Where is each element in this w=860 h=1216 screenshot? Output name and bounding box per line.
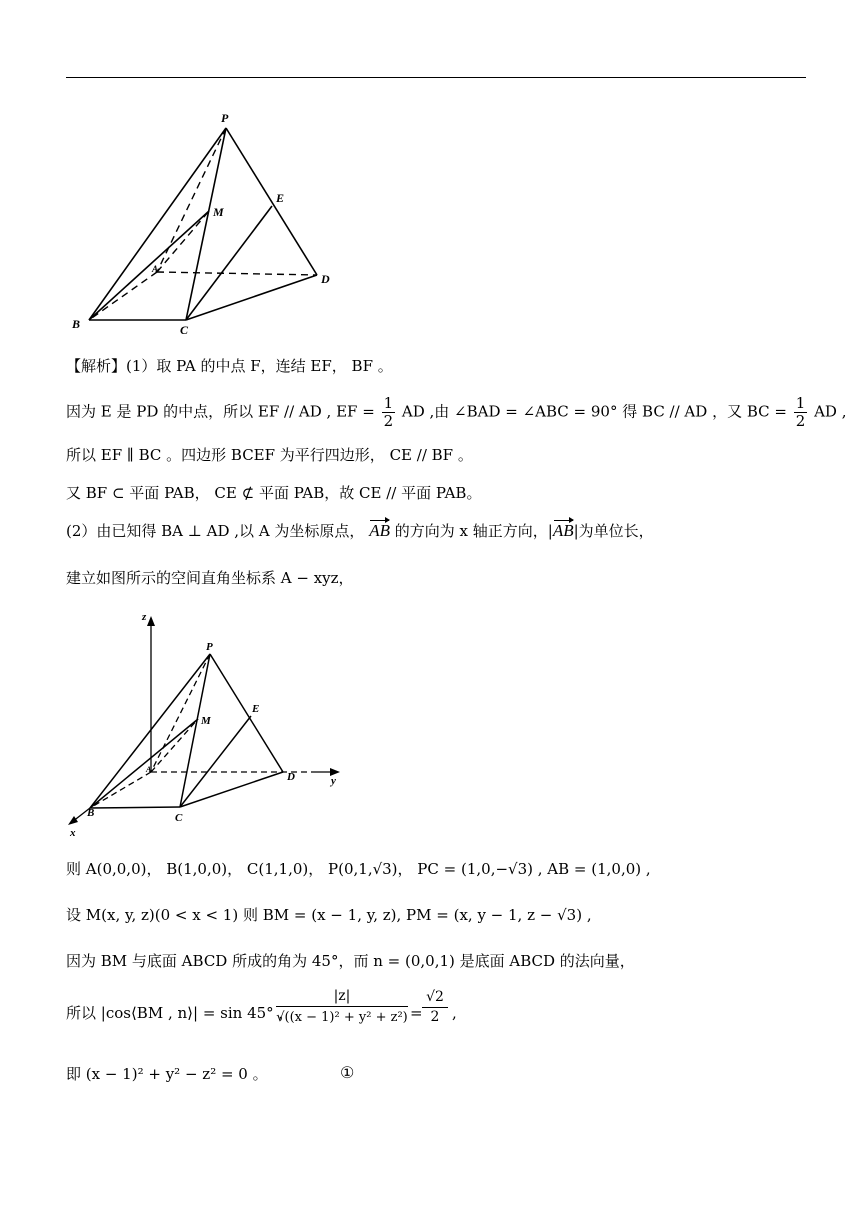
label-A: A [146,765,152,774]
segment-CE [180,716,251,807]
label-A: A [152,264,159,274]
equation-marker-1: ① [340,1063,355,1082]
edge-PB [90,654,210,808]
label-x: x [70,827,76,839]
label-B: B [87,807,95,819]
vector-AB: AB [369,521,390,540]
fraction-one-half-2 [794,395,808,430]
line-5-part-c: |为单位长， [573,522,654,540]
label-C: C [175,812,183,824]
trailing-comma: , [452,1004,457,1022]
edge-AB-hidden [89,272,157,320]
header-rule [66,77,806,78]
line-5-part-a: (2）由已知得 BA ⊥ AD ,以 A 为坐标原点， [66,522,365,540]
edge-PD [226,128,317,275]
label-P: P [221,111,229,125]
fraction-root2-num: √2 [422,988,448,1008]
fraction-root2-over-2 [422,988,448,1027]
label-B: B [72,317,81,331]
equals-sign: = [410,1004,423,1022]
vector-AB-2: AB [552,521,574,540]
solution-line-7: 则 A(0,0,0)， B(1,0,0)， C(1,1,0)， P(0,1,√3)， PC = (1,0,−√3) , AB = (1,0,0) , [66,860,651,878]
line-2-part-c: AD , [814,402,847,421]
edge-BC [90,807,180,808]
solution-line-2 [66,395,846,430]
frac-den: 2 [383,412,394,430]
frac-num: 1 [383,394,394,412]
line-5-part-b: 的方向为 x 轴正方向，| [394,522,553,540]
edge-CD [186,275,317,320]
label-C: C [180,323,189,337]
solution-line-3: 所以 EF ∥ BC 。四边形 BCEF 为平行四边形， CE // BF 。 [66,446,473,464]
z-axis-arrow [147,616,155,626]
segment-AM-hidden [157,211,209,272]
segment-AM-hidden [151,719,198,772]
fraction-one-half [382,395,396,430]
edge-CD [180,772,283,807]
edge-PA-hidden [151,654,210,772]
label-M: M [213,205,224,219]
solution-line-10: 所以 |cos⟨BM , n⟩| = sin 45° ， [66,1004,294,1022]
edge-AB-hidden [90,772,151,808]
label-M: M [201,715,211,727]
solution-line-11: 即 (x − 1)² + y² − z² = 0 。 [66,1065,268,1083]
fraction-numerator: |z| [276,986,408,1007]
line-2-part-b: AD ,由 ∠BAD = ∠ABC = 90° 得 BC // AD ，又 BC = [401,402,787,421]
fraction-root2-den: 2 [430,1009,440,1025]
line-2-part-a: 因为 E 是 PD 的中点，所以 EF // AD , EF = [66,402,375,421]
solution-line-8: 设 M(x, y, z)(0 < x < 1) 则 BM = (x − 1, y, z), PM = (x, y − 1, z − √3) , [66,906,592,924]
x-axis-arrow [68,816,78,825]
fraction-denominator: √((x − 1)² + y² + z²) [276,1010,408,1025]
edge-PA-hidden [157,128,226,272]
solution-line-4: 又 BF ⊂ 平面 PAB， CE ⊄ 平面 PAB，故 CE // 平面 PAB。 [66,484,482,502]
solution-line-1: 【解析】(1）取 PA 的中点 F，连结 EF， BF 。 [66,357,393,375]
segment-BM [89,211,209,320]
solution-line-5 [66,520,654,542]
label-E: E [252,703,260,715]
solution-line-6: 建立如图所示的空间直角坐标系 A − xyz， [66,569,354,587]
frac-num-2: 1 [795,394,806,412]
fraction-z-over-norm [276,986,408,1029]
frac-den-2: 2 [795,412,806,430]
label-D: D [287,771,295,783]
label-E: E [276,191,285,205]
label-y: y [331,775,336,787]
label-z: z [142,611,147,623]
figure-1-pyramid [60,105,360,345]
edge-AD-hidden [157,272,317,275]
label-D: D [321,272,330,286]
solution-line-9: 因为 BM 与底面 ABCD 所成的角为 45°，而 n = (0,0,1) 是底面 ABCD 的法向量， [66,952,635,970]
figure-2-coordinate-system [60,600,360,840]
label-P: P [206,641,213,653]
